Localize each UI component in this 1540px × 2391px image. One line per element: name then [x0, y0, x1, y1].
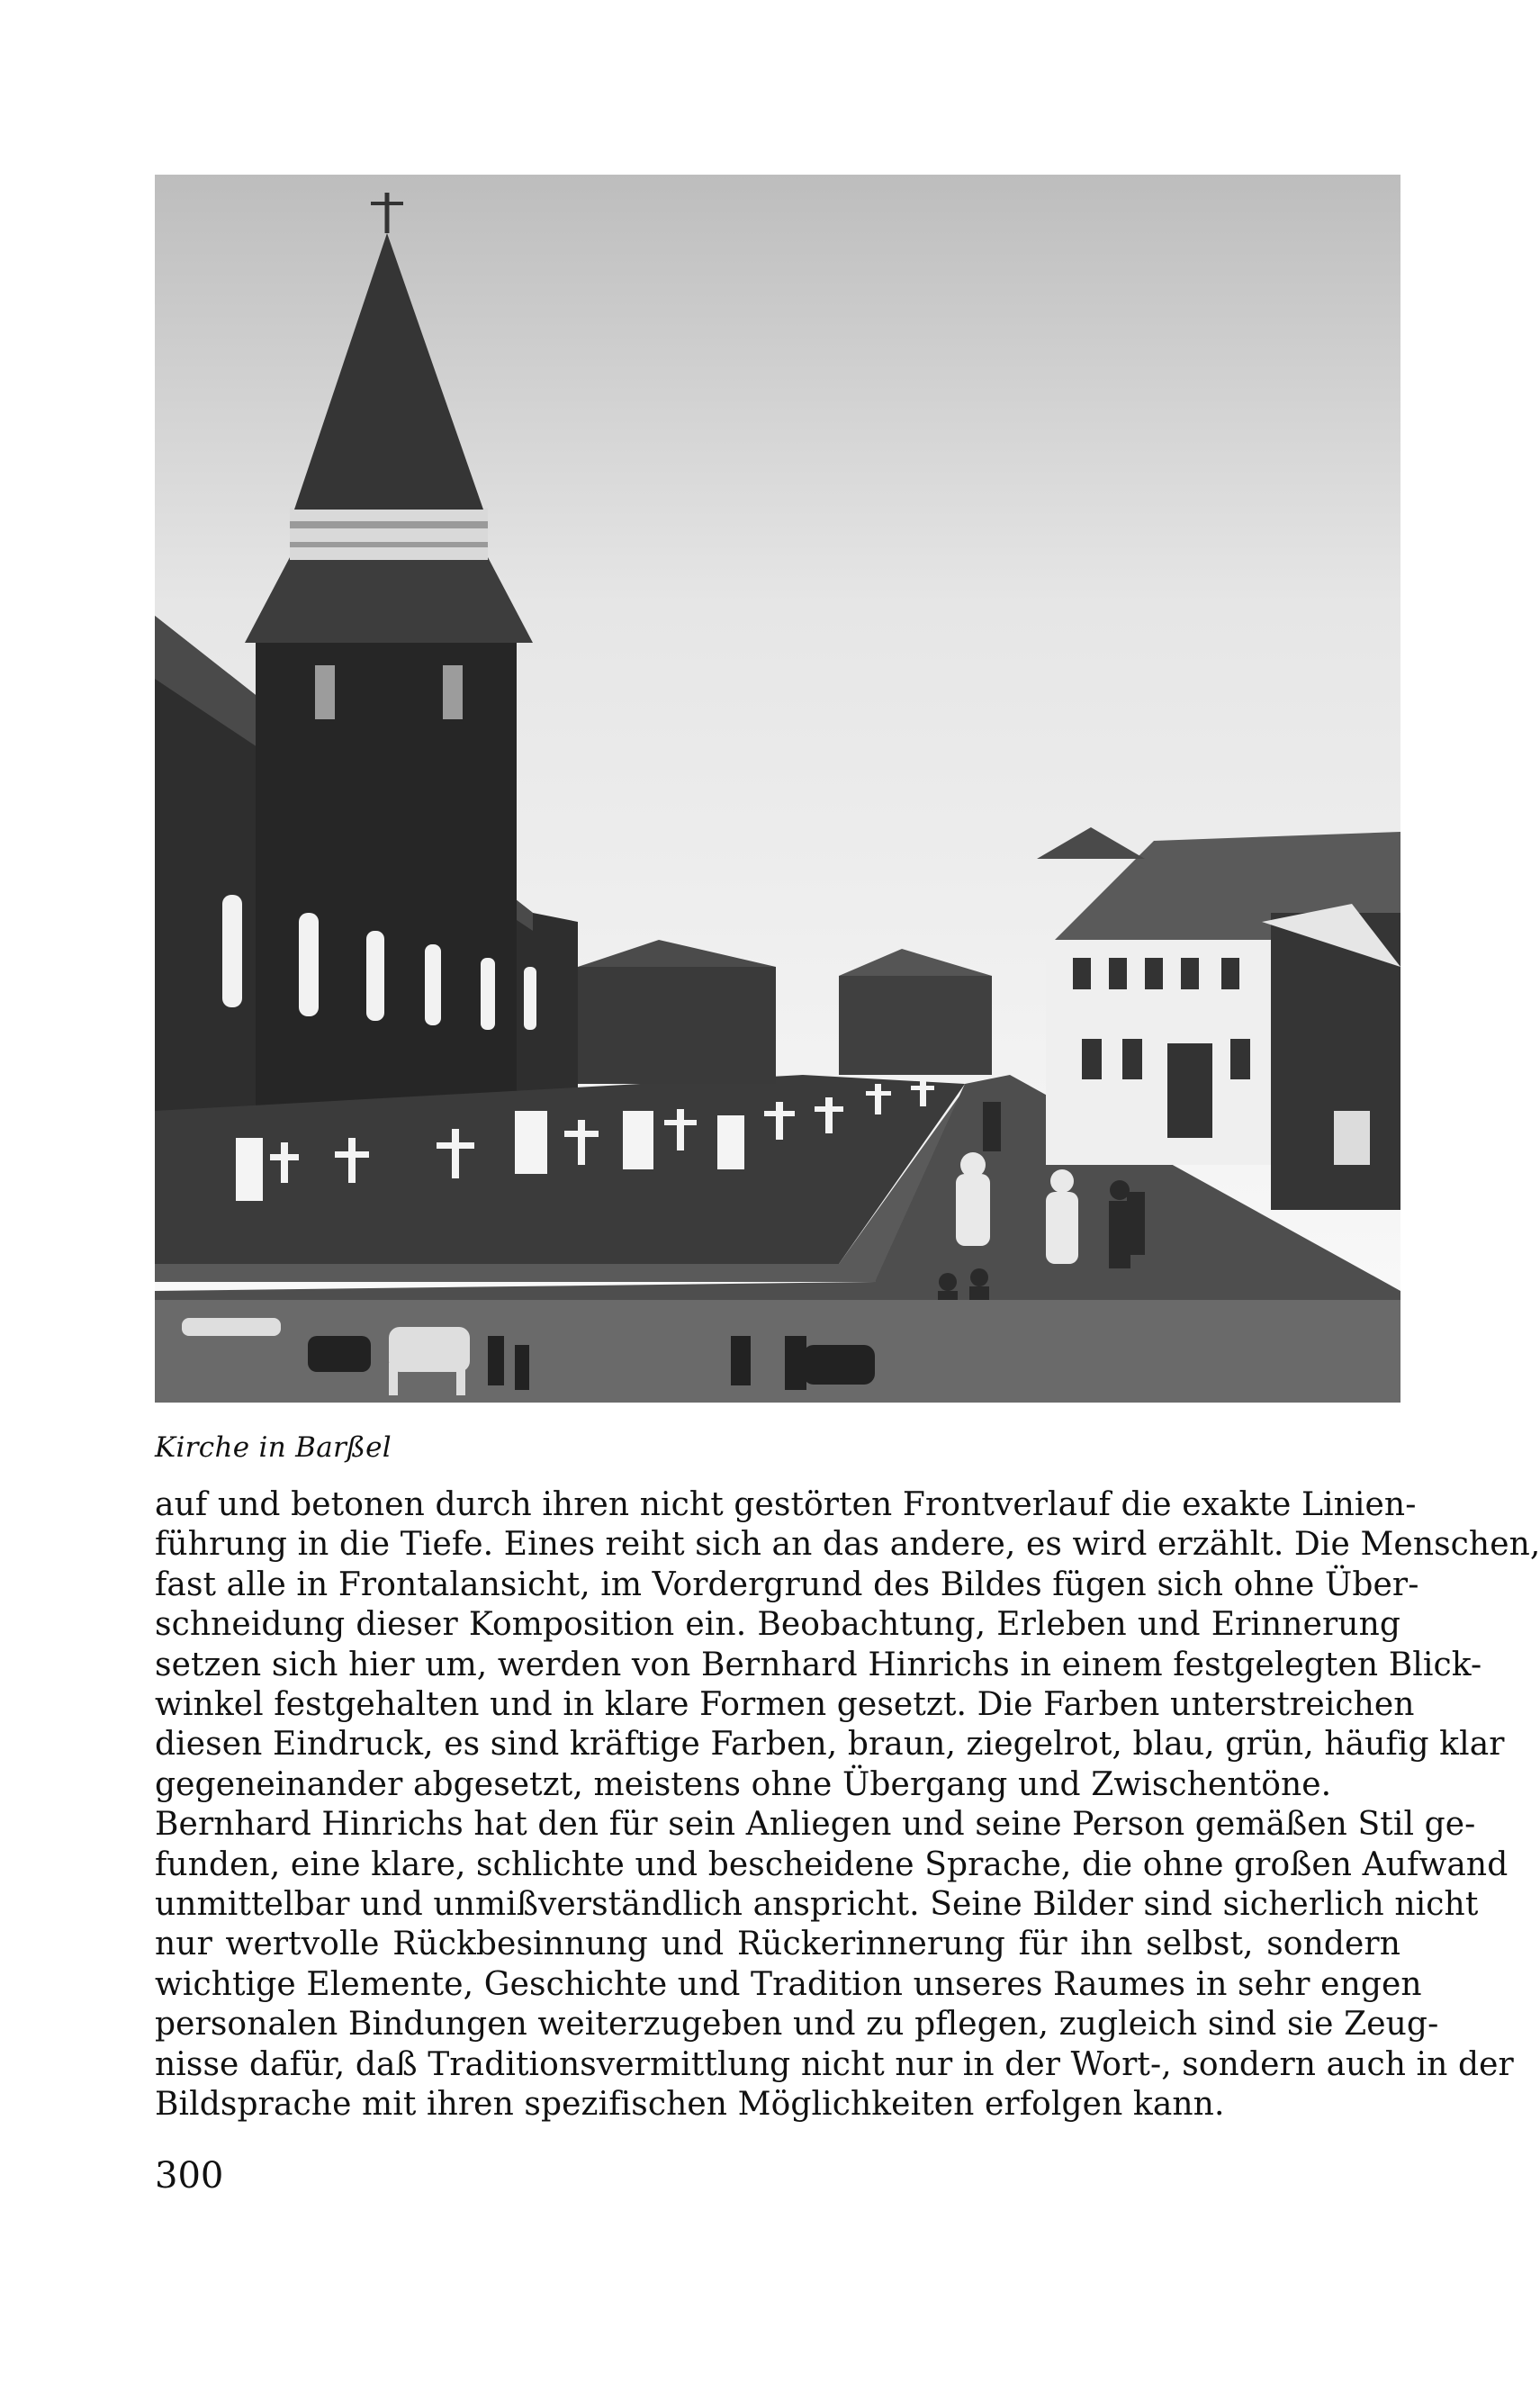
text-line: auf und betonen durch ihren nicht gestörten Frontverlauf die exakte Linien-: [155, 1486, 1417, 1523]
text-line: diesen Eindruck, es sind kräftige Farben, braun, ziegelrot, blau, grün, häufig klar: [155, 1726, 1505, 1764]
text-line: gegeneinander abgesetzt, meistens ohne Übergang und Zwischentöne.: [155, 1765, 1332, 1803]
text-line: nisse dafür, daß Traditionsvermittlung nicht nur in der Wort-, sondern auch in der: [155, 2045, 1514, 2083]
text-line: unmittelbar und unmißverständlich anspricht. Seine Bilder sind sicherlich nicht: [155, 1886, 1479, 1924]
text-line: personalen Bindungen weiterzugeben und zu pflegen, zugleich sind sie Zeug-: [155, 2006, 1439, 2044]
distant-houses-right: [839, 976, 992, 1075]
text-line: nur wertvolle Rückbesinnung und Rückerinnerung für ihn selbst, sondern: [155, 1926, 1400, 1963]
church-tower: [256, 643, 517, 1147]
text-line: schneidung dieser Komposition ein. Beobachtung, Erleben und Erinnerung: [155, 1606, 1400, 1644]
distant-houses-left: [578, 967, 776, 1084]
text-line: führung in die Tiefe. Eines reiht sich an das andere, es wird erzählt. Die Menschen,: [155, 1526, 1540, 1564]
text-line: setzen sich hier um, werden von Bernhard Hinrichs in einem festgelegten Blick-: [155, 1646, 1482, 1683]
text-line: funden, eine klare, schlichte und bescheidene Sprache, die ohne großen Aufwand: [155, 1845, 1508, 1883]
body-text: [155, 1485, 1540, 2125]
figure-caption: Kirche in Barßel: [155, 1431, 392, 1464]
text-line: Bernhard Hinrichs hat den für sein Anliegen und seine Person gemäßen Stil ge-: [155, 1806, 1476, 1844]
page-number: 300: [155, 2155, 224, 2197]
church-painting-illustration: [155, 175, 1400, 1403]
text-line: fast alle in Frontalansicht, im Vordergrund des Bildes fügen sich ohne Über-: [155, 1565, 1419, 1603]
church-painting: [155, 175, 1400, 1403]
text-line: winkel festgehalten und in klare Formen gesetzt. Die Farben unterstreichen: [155, 1686, 1415, 1724]
text-line: wichtige Elemente, Geschichte und Tradition unseres Raumes in sehr engen: [155, 1965, 1422, 2003]
text-line: Bildsprache mit ihren spezifischen Möglichkeiten erfolgen kann.: [155, 2086, 1225, 2124]
